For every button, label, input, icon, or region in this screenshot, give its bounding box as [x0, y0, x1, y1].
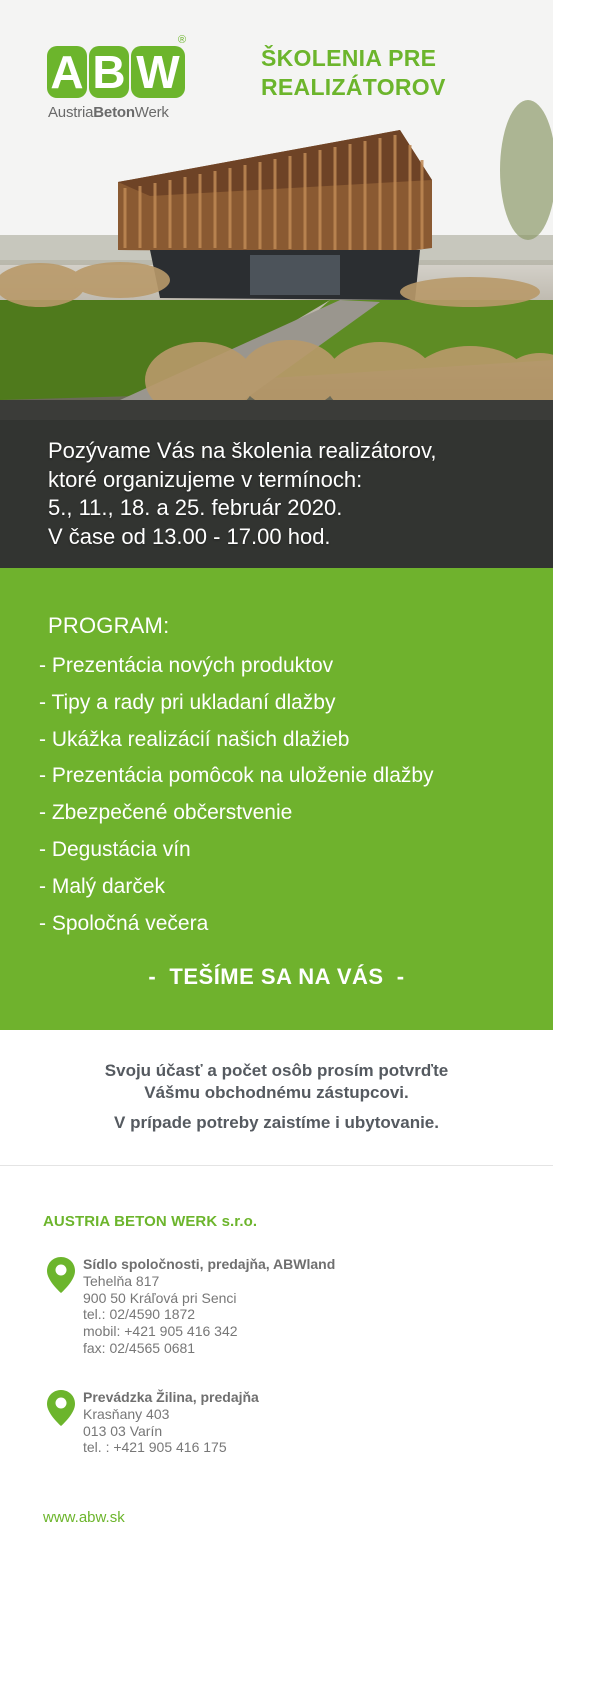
company-name: AUSTRIA BETON WERK s.r.o. — [43, 1213, 258, 1230]
program-item: - Tipy a rady pri ukladaní dlažby — [39, 690, 336, 714]
registered-mark: ® — [178, 34, 187, 46]
logo-letter-w: W — [131, 46, 185, 98]
invite-line: 5., 11., 18. a 25. február 2020. — [48, 495, 343, 520]
office-line: 013 03 Varín — [83, 1422, 163, 1439]
program-item: - Spoločná večera — [39, 911, 209, 935]
confirm-line-2: Vášmu obchodnému zástupcovi. — [144, 1083, 409, 1102]
abw-logo — [47, 34, 192, 125]
office-line: 900 50 Kráľová pri Senci — [83, 1289, 237, 1306]
office-title: Prevádzka Žilina, predajňa — [83, 1389, 259, 1405]
wordmark-beton: Beton — [93, 104, 135, 121]
program-list — [39, 648, 434, 942]
program-item: - Prezentácia pomôcok na uloženie dlažby — [39, 764, 434, 788]
office-line: fax: 02/4565 0681 — [83, 1339, 196, 1356]
section-divider — [0, 1165, 553, 1166]
website-link[interactable]: www.abw.sk — [43, 1509, 125, 1526]
office-line: Krasňany 403 — [83, 1405, 170, 1422]
logo-letter-b: B — [89, 46, 129, 98]
office-line: tel. : +421 905 416 175 — [83, 1439, 227, 1456]
confirm-line-1: Svoju účasť a počet osôb prosím potvrďte — [104, 1061, 449, 1080]
wordmark-austria: Austria — [48, 104, 94, 121]
confirmation-note — [0, 1030, 553, 1166]
office-line: tel.: 02/4590 1872 — [83, 1306, 196, 1323]
invitation-text — [48, 437, 538, 551]
program-item: - Degustácia vín — [39, 837, 191, 861]
hero-banner — [0, 0, 553, 568]
title-line-1: ŠKOLENIA PRE — [261, 45, 437, 71]
invite-line: Pozývame Vás na školenia realizátorov, — [48, 438, 437, 463]
program-item: - Prezentácia nových produktov — [39, 654, 334, 677]
invite-line: V čase od 13.00 - 17.00 hod. — [48, 523, 331, 549]
office-line: Tehelňa 817 — [83, 1272, 160, 1289]
program-item: - Ukážka realizácií našich dlažieb — [39, 727, 350, 751]
program-section — [0, 568, 553, 1030]
invite-line: ktoré organizujeme v termínoch: — [48, 466, 363, 492]
office-title: Sídlo spoločnosti, predajňa, ABWland — [83, 1256, 336, 1272]
title-line-2: REALIZÁTOROV — [261, 74, 446, 100]
logo-letter-a: A — [47, 46, 87, 98]
office-line: mobil: +421 905 416 342 — [83, 1323, 238, 1340]
location-pin-icon — [46, 1256, 76, 1294]
program-item: - Malý darček — [39, 874, 166, 898]
closing-slogan: - TEŠÍME SA NA VÁS - — [148, 964, 405, 989]
page-title — [261, 44, 446, 102]
program-heading: PROGRAM: — [48, 613, 170, 638]
confirm-line-3: V prípade potreby zaistíme i ubytovanie. — [114, 1113, 439, 1132]
program-item: - Zbezpečené občerstvenie — [39, 801, 293, 825]
logo-wordmark — [48, 104, 169, 121]
wordmark-werk: Werk — [134, 104, 169, 121]
location-pin-icon — [46, 1389, 76, 1427]
